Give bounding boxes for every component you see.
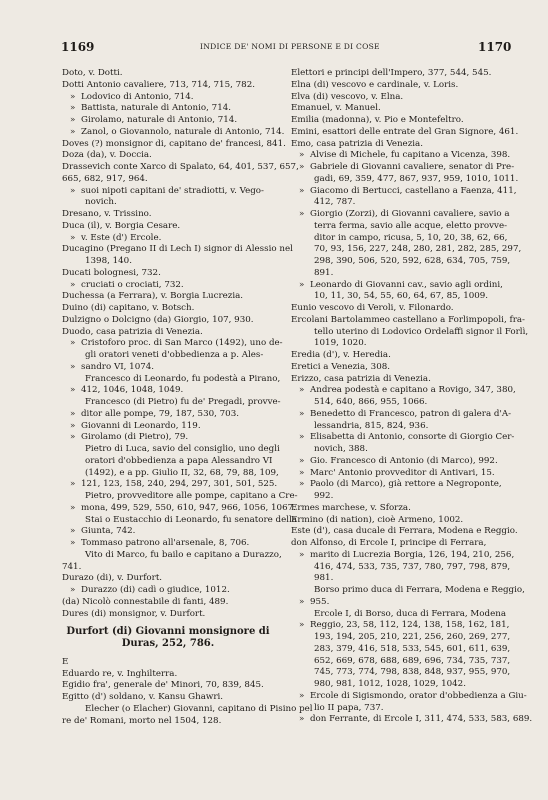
index-entry: Eredia (d'), v. Heredia. [291, 350, 391, 360]
index-subentry-text: Reggio, 23, 58, 112, 124, 138, 158, 162, 181, [310, 620, 510, 631]
page-number-left: 1169 [61, 40, 95, 54]
index-subentry [291, 209, 509, 221]
index-entry-continuation: ditor in campo, ricusa, 5, 10, 20, 38, 62, 66, [314, 232, 508, 243]
index-subentry [291, 408, 512, 421]
index-entry: Dresano, v. Trissino. [62, 209, 152, 219]
index-subentry [62, 92, 274, 104]
index-subentry [291, 597, 509, 609]
index-entry-continuation: gli oratori veneti d'obbedienza a p. Ales- [85, 350, 264, 360]
index-subentry-text: don Ferrante, di Ercole I, 311, 474, 533, 583, 689. [310, 714, 533, 725]
index-entry-continuation: 891. [314, 267, 334, 278]
index-subentry [62, 502, 296, 515]
index-subentry-text: Giorgio (Zorzi), di Giovanni cavaliere, savio a [310, 209, 510, 219]
ditto-marker: » [299, 690, 305, 701]
index-entry: E [62, 656, 69, 667]
ditto-marker: » [70, 126, 76, 137]
index-subentry-text: marito di Lucrezia Borgia, 126, 194, 210, 256, [310, 549, 515, 560]
index-entry: 665, 682, 917, 964. [62, 173, 148, 184]
index-entry-continuation: Francesco di Leonardo, fu podestà a Pirano, [85, 373, 281, 384]
ditto-marker: » [70, 420, 76, 431]
index-entry: Eretici a Venezia, 308. [291, 361, 391, 372]
index-entry-continuation: oratori d'obbedienza a papa Alessandro VI [85, 455, 273, 466]
ditto-marker: » [70, 185, 76, 196]
index-subentry-text: Giunta, 742. [81, 526, 136, 537]
section-heading: Durfort (di) Giovanni monsignore di Duras, 252, 786. [66, 626, 270, 649]
index-entry-continuation: novich, 388. [314, 444, 368, 454]
index-entry-continuation: 980, 981, 1012, 1028, 1029, 1042. [314, 679, 466, 689]
index-entry: Egitto (d') soldano, v. Kansu Ghawri. [62, 692, 224, 702]
index-subentry [291, 549, 515, 562]
index-entry: Drassevich conte Xarco di Spalato, 64, 401, 537, 657, [62, 162, 299, 172]
index-entry: Duino (di) capitano, v. Botsch. [62, 303, 195, 313]
index-entry: Este (d'), casa ducale di Ferrara, Modena e Reggio. [291, 526, 518, 537]
index-entry: don Alfonso, di Ercole I, principe di Ferrara, [291, 538, 487, 548]
index-subentry-text: Gabriele di Giovanni cavaliere, senator di Pre- [310, 162, 515, 172]
ditto-marker: » [299, 620, 305, 631]
ditto-marker: » [299, 467, 305, 478]
index-subentry [62, 526, 274, 538]
index-entry-continuation: novich. [85, 197, 117, 208]
ditto-marker: » [299, 455, 305, 466]
index-entry: Elna (di) vescovo e cardinale, v. Loris. [291, 79, 459, 90]
index-subentry [62, 409, 274, 421]
index-entry-continuation: Vito di Marco, fu bailo e capitano a Durazzo, [85, 549, 282, 560]
ditto-marker: » [70, 432, 76, 443]
index-subentry-text: Leonardo di Giovanni cav., savio agli ordini, [310, 279, 503, 290]
index-entry: Ducati bolognesi, 732. [62, 267, 161, 278]
index-subentry [62, 103, 274, 115]
index-entry: Ermino (di nation), cioè Armeno, 1002. [291, 514, 464, 525]
left-index-column [62, 68, 313, 727]
index-subentry [291, 385, 516, 397]
index-entry: Doza (da), v. Doccia. [62, 150, 152, 161]
index-entry: Emanuel, v. Manuel. [291, 103, 381, 114]
index-subentry-text: Girolamo, naturale di Antonio, 714. [81, 115, 238, 125]
index-subentry-text: Elisabetta di Antonio, consorte di Giorgio Cer- [310, 432, 515, 443]
index-subentry-text: Girolamo (di Pietro), 79. [81, 432, 189, 443]
index-entry-continuation: 70, 93, 156, 227, 248, 280, 281, 282, 285, 297, [314, 244, 522, 255]
index-entry-continuation: 193, 194, 205, 210, 221, 256, 260, 269, 277, [314, 632, 511, 642]
page-header [0, 38, 548, 56]
index-subentry-text: Durazzo (di) cadì o giudice, 1012. [81, 585, 230, 595]
index-entry-continuation: Francesco (di Pietro) fu de' Pregadi, provve- [85, 397, 281, 407]
index-entry-continuation: terra ferma, savio alle acque, eletto provve- [314, 220, 508, 231]
index-entry-continuation: 416, 474, 533, 735, 737, 780, 797, 798, 879, [314, 561, 511, 572]
index-entry: Ducagino (Pregano II di Lech I) signor di Alessio nel [62, 244, 293, 255]
index-subentry [62, 538, 274, 550]
index-entry: Ercolani Bartolammeo castellano a Forlimpopoli, fra- [291, 314, 525, 325]
index-entry-continuation: 652, 669, 678, 688, 689, 696, 734, 735, 737, [314, 655, 511, 666]
index-entry: Duchessa (a Ferrara), v. Borgia Lucrezia. [62, 291, 244, 302]
index-subentry-text: Zanol, o Giovannolo, naturale di Antonio, 714. [81, 126, 285, 137]
index-entry-continuation: 283, 379, 416, 518, 533, 545, 601, 611, 639, [314, 643, 511, 654]
index-entry: Elettori e principi dell'Impero, 377, 544, 545. [291, 68, 492, 78]
index-entry-continuation: 1398, 140. [85, 256, 132, 266]
index-subentry [62, 385, 274, 397]
ditto-marker: » [70, 408, 76, 419]
index-entry-continuation: Stai o Eustacchio di Leonardo, fu senatore della [85, 514, 297, 525]
ditto-marker: » [299, 408, 305, 419]
index-subentry [291, 432, 515, 444]
ditto-marker: » [70, 538, 76, 548]
ditto-marker: » [70, 526, 76, 537]
index-subentry [291, 690, 527, 703]
index-subentry [62, 362, 274, 374]
index-entry-continuation: gadi, 69, 359, 477, 867, 937, 959, 1010, 1011. [314, 173, 519, 184]
index-entry-continuation: 745, 773, 774, 798, 838, 848, 937, 955, 970, [314, 667, 511, 678]
index-entry: Emini, esattori delle entrate del Gran Signore, 461. [291, 126, 519, 137]
index-subentry [62, 280, 274, 292]
index-entry-continuation: 10, 11, 30, 54, 55, 60, 64, 67, 85, 1009. [314, 291, 489, 302]
index-subentry [62, 585, 274, 597]
index-subentry-text: Ercole di Sigismondo, orator d'obbedienza a Giu- [310, 690, 527, 701]
index-subentry-text: 121, 123, 158, 240, 294, 297, 301, 501, 525. [81, 479, 278, 490]
index-subentry [62, 479, 278, 491]
ditto-marker: » [70, 479, 76, 490]
ditto-marker: » [299, 385, 305, 396]
index-subentry-text: Lodovico di Antonio, 714. [81, 91, 194, 102]
index-entry-continuation: Ercole I, di Borso, duca di Ferrara, Modena [314, 608, 507, 619]
index-subentry-text: Gio. Francesco di Antonio (di Marco), 992. [310, 455, 498, 466]
index-entry-continuation: 1019, 1020. [314, 338, 367, 349]
index-subentry [291, 150, 509, 162]
index-subentry [62, 421, 274, 433]
index-entry: Doto, v. Dotti. [62, 68, 123, 78]
ditto-marker: » [299, 549, 305, 560]
ditto-marker: » [70, 502, 76, 513]
index-subentry [62, 115, 274, 127]
index-entry-continuation: lio II papa, 737. [314, 702, 384, 713]
index-subentry-text: Cristoforo proc. di San Marco (1492), uno de- [81, 338, 283, 349]
ditto-marker: » [70, 103, 76, 114]
index-entry: Emo, casa patrizia di Venezia. [291, 138, 423, 149]
index-entry-continuation: lessandria, 815, 824, 936. [314, 420, 429, 431]
index-subentry-text: Alvise di Michele, fu capitano a Vicenza, 398. [310, 150, 511, 161]
index-subentry-text: sandro VI, 1074. [81, 361, 155, 372]
ditto-marker: » [70, 232, 76, 243]
ditto-marker: » [70, 385, 76, 396]
ditto-marker: » [70, 115, 76, 125]
running-title: INDICE DE' NOMI DI PERSONE E DI COSE [200, 42, 380, 51]
index-entry-continuation: 514, 640, 866, 955, 1066. [314, 397, 428, 407]
index-entry: Dulzigno o Dolcigno (da) Giorgio, 107, 930. [62, 314, 254, 325]
index-entry: Eduardo re, v. Inghilterra. [62, 668, 178, 679]
index-subentry-text: Benedetto di Francesco, patron di galera d'A- [310, 408, 512, 419]
ditto-marker: » [299, 162, 305, 172]
ditto-marker: » [70, 279, 76, 290]
index-entry: Duca (il), v. Borgia Cesare. [62, 220, 181, 231]
index-subentry [291, 456, 509, 468]
index-entry-continuation: Borso primo duca di Ferrara, Modena e Reggio, [314, 585, 525, 595]
index-subentry [62, 126, 285, 139]
ditto-marker: » [299, 479, 305, 490]
ditto-marker: » [299, 209, 305, 219]
index-entry-continuation: 992. [314, 491, 334, 501]
index-entry: Doves (?) monsignor di, capitano de' francesi, 841. [62, 138, 286, 149]
index-subentry-text: v. Este (d') Ercole. [81, 232, 162, 243]
index-entry: Dotti Antonio cavaliere, 713, 714, 715, 782. [62, 79, 255, 90]
ditto-marker: » [299, 714, 305, 725]
index-entry: Durazo (di), v. Durfort. [62, 573, 163, 584]
index-entry-continuation: Pietro di Luca, savio del consiglio, uno degli [85, 444, 280, 454]
index-subentry-text: cruciati o crociati, 732. [81, 279, 184, 290]
index-entry: Eunio vescovo di Veroli, v. Filonardo. [291, 303, 454, 313]
index-subentry-text: Andrea podestà e capitano a Rovigo, 347, 380, [310, 385, 516, 396]
index-subentry-text: Tommaso patrono all'arsenale, 8, 706. [81, 538, 250, 548]
index-entry-continuation: 298, 390, 506, 520, 592, 628, 634, 705, 759, [314, 256, 511, 266]
index-entry-continuation: 981. [314, 573, 334, 584]
index-subentry-text: suoi nipoti capitani de' stradiotti, v. Vego- [81, 185, 264, 196]
ditto-marker: » [299, 185, 305, 196]
index-subentry [291, 468, 509, 480]
index-entry: Egidio fra', generale de' Minori, 70, 839, 845. [62, 680, 264, 691]
index-entry-continuation: Elecher (o Elacher) Giovanni, capitano di Pisino pel [85, 703, 313, 714]
ditto-marker: » [70, 91, 76, 102]
index-entry: Duodo, casa patrizia di Venezia. [62, 326, 203, 337]
index-subentry-text: Giovanni di Leonardo, 119. [81, 420, 201, 431]
ditto-marker: » [299, 150, 305, 161]
index-subentry [291, 280, 509, 292]
index-entry: Elva (di) vescovo, v. Elna. [291, 91, 404, 102]
index-subentry [62, 432, 274, 444]
index-subentry [62, 233, 274, 245]
ditto-marker: » [299, 432, 305, 443]
index-entry: re de' Romani, morto nel 1504, 128. [62, 715, 222, 726]
index-subentry [291, 479, 509, 491]
index-subentry-text: 955. [310, 596, 330, 607]
index-entry: 741. [62, 561, 82, 572]
index-subentry-text: mona, 499, 529, 550, 610, 947, 966, 1056, 1067. [81, 502, 296, 513]
index-subentry [62, 186, 274, 198]
ditto-marker: » [299, 279, 305, 290]
index-entry: (da) Nicolò connestabile di fanti, 489. [62, 596, 229, 607]
index-subentry [291, 185, 517, 198]
index-entry: Dures (di) monsignor, v. Durfort. [62, 608, 206, 619]
ditto-marker: » [70, 585, 76, 595]
right-index-column [291, 68, 533, 726]
page-number-right: 1170 [478, 40, 512, 54]
index-entry-continuation: Pietro, provveditore alle pompe, capitano a Cre- [85, 491, 298, 501]
ditto-marker: » [70, 338, 76, 349]
index-subentry [291, 162, 515, 174]
index-entry-continuation: 412, 787. [314, 197, 356, 208]
index-entry: Emilia (madonna), v. Pio e Montefeltro. [291, 115, 464, 125]
index-entry-continuation: tello uterino di Lodovico Ordelaffi signor il Forlì, [314, 326, 529, 337]
index-subentry-text: Giacomo di Bertucci, castellano a Faenza, 411, [310, 185, 517, 196]
index-subentry-text: Paolo (di Marco), già rettore a Negroponte, [310, 479, 502, 490]
index-subentry [291, 620, 509, 632]
index-subentry [62, 338, 283, 350]
index-subentry-text: Marc' Antonio provveditor di Antivari, 15. [310, 467, 495, 478]
index-subentry [291, 714, 533, 726]
index-entry: Erizzo, casa patrizia di Venezia. [291, 373, 431, 384]
index-entry-continuation: (1492), e a pp. Giulio II, 32, 68, 79, 88, 109, [85, 467, 279, 478]
ditto-marker: » [299, 596, 305, 607]
ditto-marker: » [70, 361, 76, 372]
index-subentry-text: ditor alle pompe, 79, 187, 530, 703. [81, 408, 239, 419]
index-subentry-text: Battista, naturale di Antonio, 714. [81, 103, 232, 114]
index-entry: Ermes marchese, v. Sforza. [291, 502, 411, 513]
index-subentry-text: 412, 1046, 1048, 1049. [81, 385, 184, 396]
